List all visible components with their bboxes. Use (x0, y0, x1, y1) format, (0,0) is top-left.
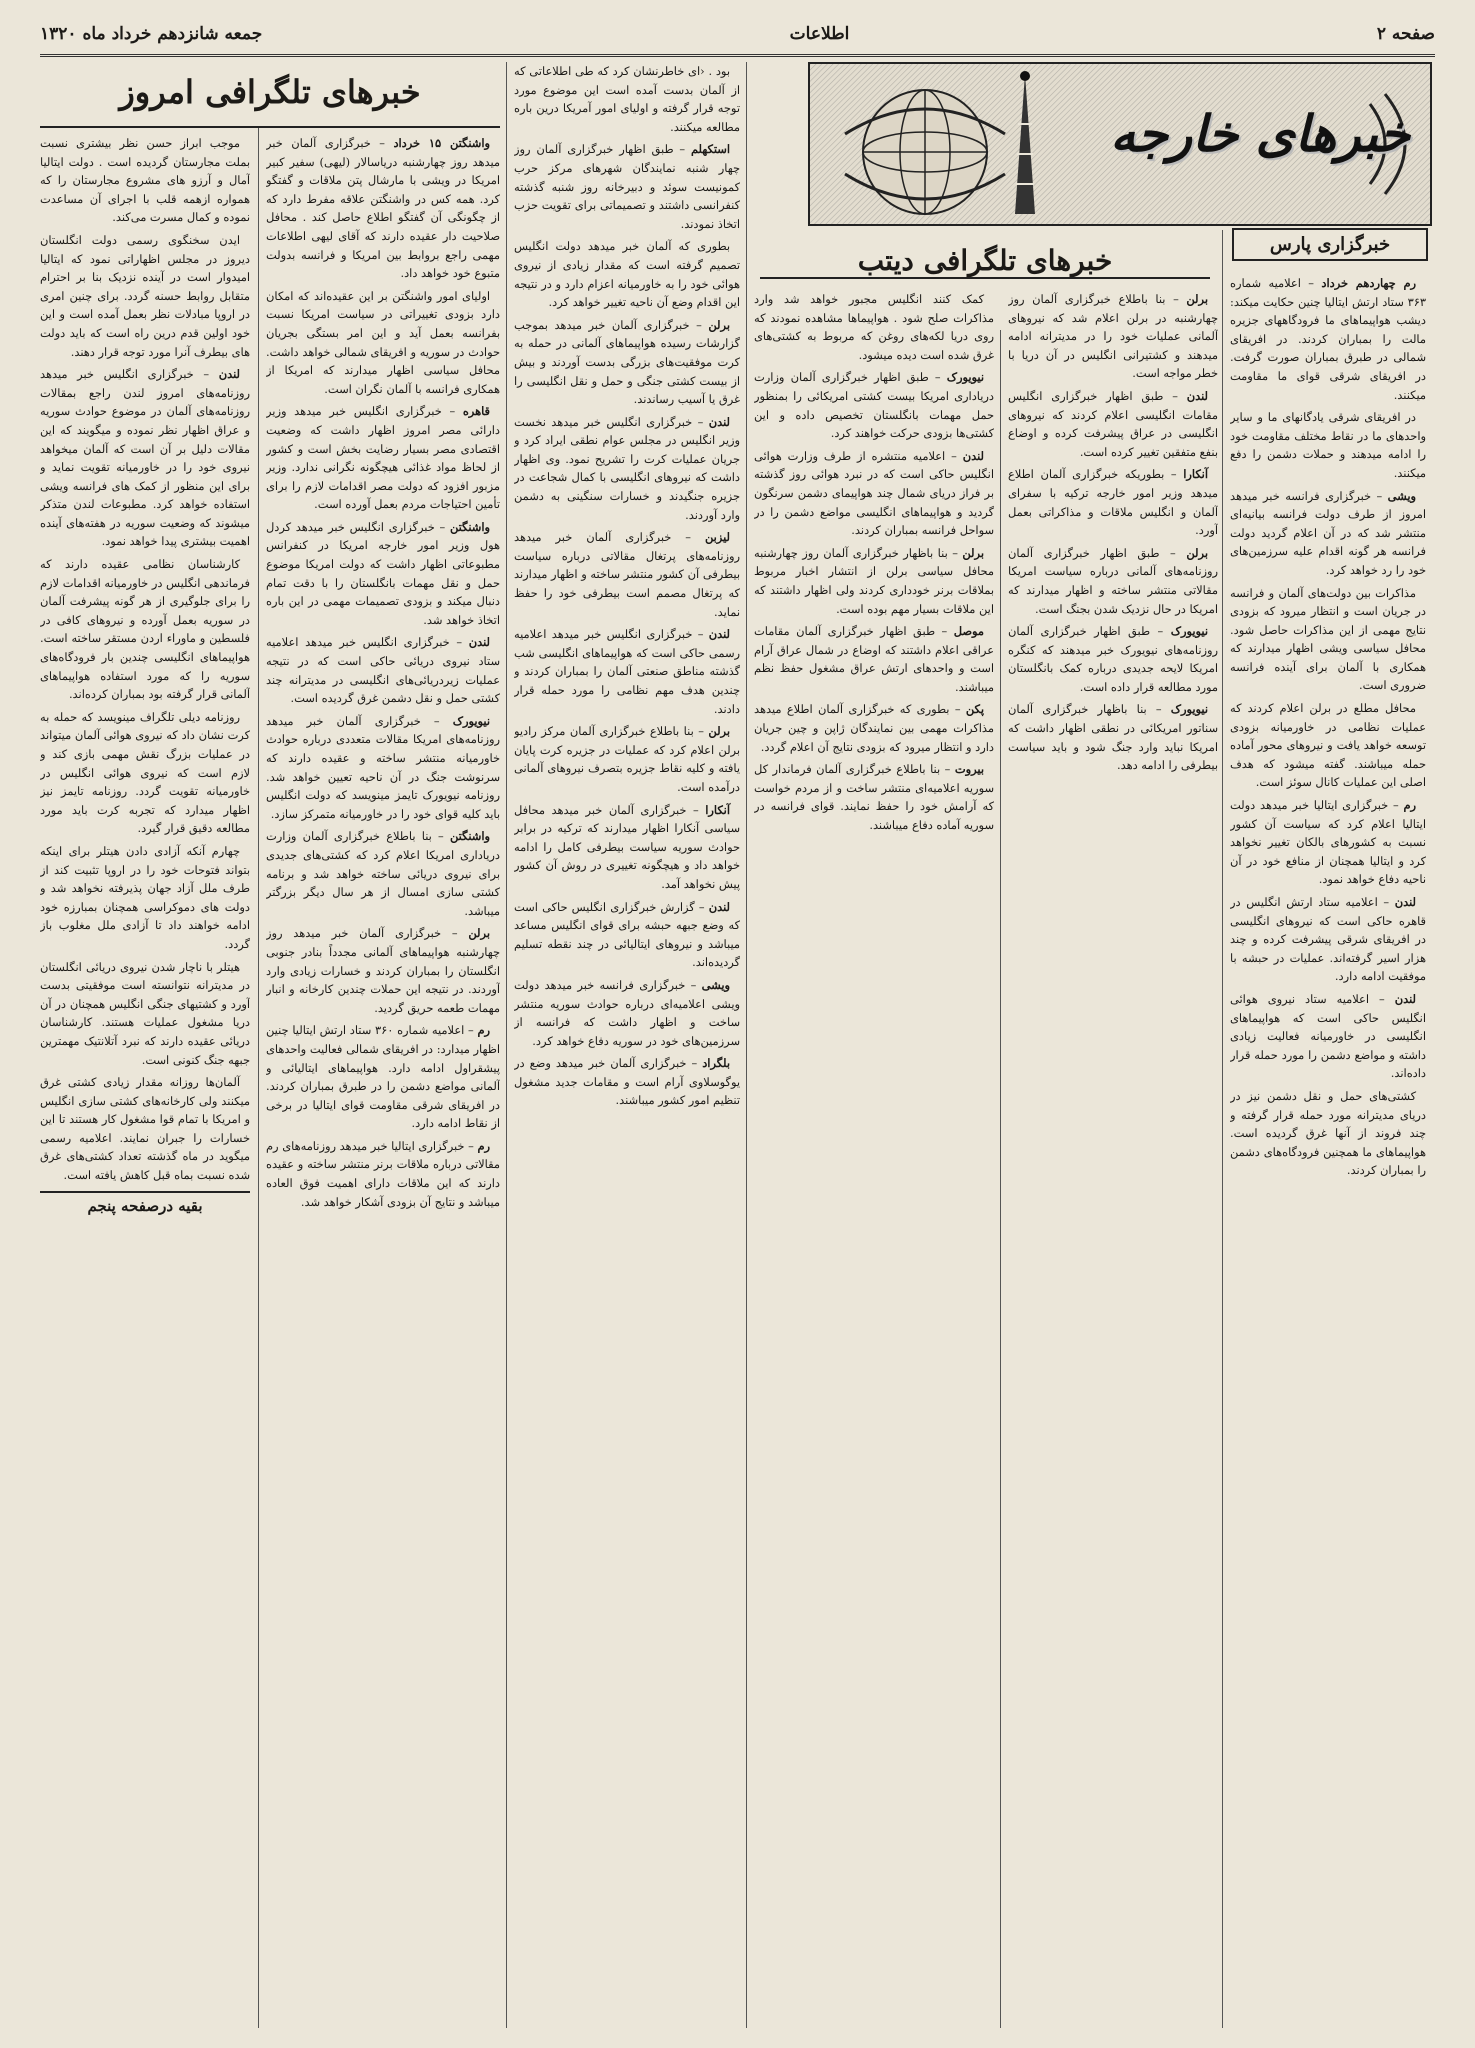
article-text: طبق اظهار خبرگزاری آلمان مقامات عراقی اعلام داشتند که اوضاع در شمال عراق آرام است و واحدهای ارتش عراق مشغول حفظ نظم میباشند. (754, 624, 994, 694)
article-dateline: لندن (708, 414, 731, 429)
article-text: کمک کنند انگلیس مجبور خواهد شد وارد مذاکرات صلح شود . هواپیماها مشاهده نمودند که روی دریا لکه‌های روغن که مربوط به کشتی‌های غرق شده است دیده میشود. (754, 292, 994, 362)
article-paragraph: لندن – خبرگزاری انگلیس خبر میدهد نخست وزیر انگلیس در مجلس عوام نطقی ایراد کرد و جریان عملیات کرت را تشریح نمود. وی اظهار داشت که نیروهای انگلیسی با کمال شجاعت در جزیره جنگیدند و خسارات سنگینی به دشمن وارد آوردند. (514, 414, 740, 522)
column-rule (1222, 230, 1223, 2028)
article-paragraph: لندن – خبرگزاری انگلیس خبر میدهد روزنامه‌های امروز لندن راجع بمقالات روزنامه‌های آلمان در موضوع حوادث سوریه و عراق اظهار نظر نموده و میگویند که این مقالات دلیل بر آن است که آلمان میخواهد نیروی خود را در خاورمیانه تقویت نماید و برای این منظور از کمک های فرانسه ویشی استفاده خواهد کرد. مطبوعات لندن متذکر میشوند که وضعیت سوریه در هفته‌های آینده اهمیت بیشتری پیدا خواهد نمود. (40, 367, 250, 549)
article-text: بطوری که آلمان خبر میدهد دولت انگلیس تصمیم گرفته است که مقدار زیادی از نیروی هوائی خود را به خاورمیانه اعزام دارد و در نتیجه این اقدام وضع آن ناحیه تغییر خواهد کرد. (514, 239, 740, 310)
article-paragraph: لندن – طبق اظهار خبرگزاری انگلیس مقامات انگلیسی اعلام کردند که نیروهای انگلیسی در عراق پیشرفت کرده و اوضاع بنفع متفقین تغییر کرده است. (1008, 388, 1218, 459)
column-rule (1000, 330, 1001, 2028)
article-text: خبرگزاری آلمان خبر میدهد محافل سیاسی آنکارا اظهار میدارند که ترکیه در برابر حوادث سوریه سیاست بیطرفی کامل را ادامه خواهد داد و هیچگونه تغییری در روش آن کشور پیش نخواهد آمد. (514, 802, 740, 891)
article-text: خبرگزاری انگلیس خبر میدهد اعلامیه ستاد نیروی دریائی حاکی است که در نتیجه عملیات زیردریائی‌های انگلیسی در مدیترانه چند کشتی حمل و نقل دشمن غرق گردیده است. (266, 635, 500, 706)
article-dateline: آنکارا (705, 802, 730, 817)
article-paragraph (266, 287, 500, 399)
article-text: بنا باطلاع خبرگزاری آلمان مرکز رادیو برلن اعلام کرد که عملیات در جزیره کرت پایان یافته و کلیه نقاط جزیره بتصرف نیروهای آلمانی درآمده است. (514, 724, 740, 794)
article-paragraph: بلگراد – خبرگزاری آلمان خبر میدهد وضع در یوگوسلاوی آرام است و مقامات جدید مشغول تنظیم امور کشور میباشند. (514, 1056, 740, 1108)
article-paragraph (754, 290, 994, 364)
column-rule (506, 62, 507, 2028)
article-paragraph: رم – خبرگزاری ایتالیا خبر میدهد روزنامه‌های رم مقالاتی درباره ملاقات برنر منتشر ساخته و عقیده دارند که این ملاقات دارای اهمیت فوق العاده میباشد و نتایج آن بزودی آشکار خواهد شد. (266, 1138, 500, 1209)
article-text: بود . ‹ای خاطرنشان کرد که طی اطلاعاتی که از آلمان بدست آمده است این موضوع مورد توجه قرار گرفته و اولیای امور آمریکا درین باره مطالعه میکنند. (514, 64, 740, 134)
article-text: اولیای امور واشنگتن بر این عقیده‌اند که امکان دارد بزودی تغییراتی در سیاست امریکا نسبت بفرانسه بعمل آید و این امر بستگی بجریان حوادث در سوریه و افریقای شمالی خواهد داشت. محافل سیاسی اظهار میدارند که امریکا از همکاری فرانسه با آلمان نگران است. (266, 288, 500, 396)
article-text: کارشناسان نظامی عقیده دارند که فرماندهی انگلیس در خاورمیانه اقدامات لازم را برای جلوگیری از هر گونه پیشرفت آلمان در سوریه بعمل آورده و نیروهای کافی در فلسطین و ماوراء اردن مستقر ساخته است. هواپیماهای انگلیسی چندین بار فرودگاه‌های سوریه را که مورد استفاده هواپیماهای آلمانی قرار گرفته بود بمباران کرده‌اند. (40, 557, 250, 702)
article-paragraph: برلن – طبق اظهار خبرگزاری آلمان روزنامه‌های آلمانی درباره سیاست امریکا مقالاتی منتشر ساخته و اظهار میدارند که امریکا در حال نزدیک شدن بجنگ است. (1008, 545, 1218, 616)
article-paragraph: آنکارا – خبرگزاری آلمان خبر میدهد محافل سیاسی آنکارا اظهار میدارند که ترکیه در برابر حوادث سوریه سیاست بیطرفی کامل را ادامه خواهد داد و هیچگونه تغییری در روش آن کشور پیش نخواهد آمد. (514, 802, 740, 891)
article-paragraph (1230, 584, 1426, 696)
column-4b-articles (1008, 290, 1218, 775)
article-text: خبرگزاری فرانسه خبر میدهد امروز از طرف دولت فرانسه بیانیه‌ای منتشر شد که در آن اعلام گردید دولت فرانسه هر گونه اقدام علیه سرزمین‌های خود را رد خواهد کرد. (1230, 488, 1426, 577)
article-paragraph: نیویورک – طبق اظهار خبرگزاری آلمان روزنامه‌های نیویورک خبر میدهند که کنگره امریکا لایحه جدیدی درباره کمک بانگلستان مورد مطالعه قرار داده است. (1008, 624, 1218, 694)
article-dateline: رم چهاردهم خرداد (1321, 276, 1417, 290)
article-text: خبرگزاری آلمان خبر میدهد روزنامه‌های امریکا مقالات متعددی درباره حوادث خاورمیانه منتشر ساخته و عقیده دارند که سرنوشت جنگ در آن ناحیه تعیین خواهد شد. روزنامه نیویورک تایمز مینویسد که دولت انگلیس باید کلیه قوای خود را در خاورمیانه متمرکز سازد. (266, 713, 500, 821)
article-text: اعلامیه شماره ۳۶۰ ستاد ارتش ایتالیا چنین اظهار میدارد: در افریقای شمالی فعالیت واحدهای پیشقراول ادامه دارد. هواپیماهای ایتالیائی و آلمانی مواضع دشمن را در طبرق بمباران کردند. در افریقای شرقی مقاومت قوای ایتالیا در برخی از نقاط ادامه دارد. (266, 1023, 500, 1131)
column-rule (746, 62, 747, 2028)
article-text: طبق اظهار خبرگزاری آلمان روزنامه‌های آلمانی درباره سیاست امریکا مقالاتی منتشر ساخته و اظهار میدارند که امریکا در حال نزدیک شدن بجنگ است. (1008, 545, 1218, 616)
article-text: چهارم آنکه آزادی دادن هیتلر برای اینکه بتواند فتوحات خود را در اروپا تثبیت کند از طرف ملل آزاد جهان پذیرفته نخواهد شد و دولت های دموکراسی همچنان بمبارزه خود ادامه خواهند داد تا آزادی ملل مغلوب باز گردد. (40, 843, 250, 951)
page-number: صفحه ۲ (1376, 24, 1435, 44)
article-paragraph: رم – اعلامیه شماره ۳۶۰ ستاد ارتش ایتالیا چنین اظهار میدارد: در افریقای شمالی فعالیت واحدهای پیشقراول ادامه دارد. هواپیماهای ایتالیائی و آلمانی مواضع دشمن را در طبرق بمباران کردند. در افریقای شرقی مقاومت قوای ایتالیا در برخی از نقاط ادامه دارد. (266, 1023, 500, 1131)
article-text: بنا باطلاع خبرگزاری آلمان فرماندار کل سوریه اعلامیه‌ای منتشر ساخت و از مردم خواست که آرامش خود را حفظ نمایند. قوای فرانسه در سوریه آماده دفاع میباشند. (754, 762, 994, 833)
article-paragraph (514, 62, 740, 136)
article-paragraph: آنکارا – بطوریکه خبرگزاری آلمان اطلاع میدهد وزیر امور خارجه ترکیه با سفرای آلمان و انگلیس ملاقات و مذاکراتی بعمل آورد. (1008, 467, 1218, 538)
article-paragraph: لندن – خبرگزاری انگلیس خبر میدهد اعلامیه ستاد نیروی دریائی حاکی است که در نتیجه عملیات زیردریائی‌های انگلیسی در مدیترانه چند کشتی حمل و نقل دشمن غرق گردیده است. (266, 635, 500, 706)
article-dateline: لیزبن (704, 530, 730, 545)
article-dateline: برلن (708, 724, 731, 739)
article-paragraph: واشنگتن – خبرگزاری انگلیس خبر میدهد کردل هول وزیر امور خارجه امریکا در کنفرانس مطبوعاتی اظهار داشت که دولت امریکا موضوع حمل و نقل مهمات بانگلستان را با دقت تمام دنبال میکند و بزودی تصمیمات مهمی در این باره اتخاذ خواهد شد. (266, 519, 500, 627)
article-text: خبرگزاری انگلیس خبر میدهد روزنامه‌های امروز لندن راجع بمقالات روزنامه‌های آلمان در موضوع حوادث سوریه و عراق اظهار نظر نموده و میگویند که این مقالات دلیل بر آن است که آلمان میخواهد نیروی خود را در خاورمیانه تقویت نماید و برای این منظور از کمک های فرانسه ویشی استفاده خواهد کرد. مطبوعات لندن متذکر میشوند که وضعیت سوریه در هفته‌های آینده اهمیت بیشتری پیدا خواهد نمود. (40, 367, 250, 549)
column-2-articles (266, 134, 500, 1211)
article-text: بنا باظهار خبرگزاری آلمان روز چهارشنبه محافل سیاسی برلن از انتشار اخبار مربوط بملاقات برنر خودداری کردند ولی اظهار داشتند که این ملاقات بسیار مهم بوده است. (754, 545, 994, 616)
article-text: خبرگزاری ایتالیا خبر میدهد روزنامه‌های رم مقالاتی درباره ملاقات برنر منتشر ساخته و عقیده دارند که این ملاقات دارای اهمیت فوق العاده میباشد و نتایج آن بزودی آشکار خواهد شد. (266, 1138, 500, 1209)
section-title-pars: خبرگزاری پارس (1232, 228, 1428, 261)
article-paragraph: لندن – گزارش خبرگزاری انگلیس حاکی است که وضع جبهه حبشه برای قوای انگلیس مساعد میباشد و نیروهای ایتالیائی در چند نقطه تسلیم گردیده‌اند. (514, 899, 740, 970)
article-paragraph (1230, 699, 1426, 792)
article-paragraph: نیویورک – طبق اظهار خبرگزاری آلمان وزارت دریاداری امریکا بیست کشتی امریکائی را بمنظور حمل مهمات بانگلستان تخصیص داده و این کشتی‌ها بزودی حرکت خواهند کرد. (754, 370, 994, 441)
article-dateline: لندن (1394, 895, 1416, 909)
article-paragraph: لندن – اعلامیه ستاد ارتش انگلیس در قاهره حاکی است که نیروهای انگلیسی در افریقای شرقی پیشرفت کرده و چند هزار اسیر گرفته‌اند. عملیات در حبشه با موفقیت ادامه دارد. (1230, 895, 1426, 984)
article-paragraph (514, 237, 740, 311)
article-text: اعلامیه شماره ۳۶۳ ستاد ارتش ایتالیا چنین حکایت میکند: دیشب هواپیماهای ما فرودگاههای جزیره مالت را بمباران کردند. در افریقای شمالی در طبرق بمباران صورت گرفت. در افریقای شرقی قوای ما مقاومت میکنند. (1230, 276, 1426, 402)
article-text: مذاکرات بین دولت‌های آلمان و فرانسه در جریان است و انتظار میرود که بزودی نتایج مهمی از این مذاکرات حاصل شود. محافل سیاسی ویشی اظهار میدارند که همکاری با آلمان برای آینده فرانسه ضروری است. (1230, 585, 1426, 693)
article-dateline: لندن (468, 635, 490, 650)
article-dateline: نیویورک (1170, 702, 1209, 717)
article-text: بنا باطلاع خبرگزاری آلمان وزارت دریاداری امریکا اعلام کرد که کشتی‌های جدیدی برای نیروی دریائی ساخته خواهد شد و برنامه کشتی سازی امسال از هر سال دیگر بزرگتر میباشد. (266, 829, 500, 918)
article-text: روزنامه دیلی تلگراف مینویسد که حمله به کرت نشان داد که نیروی هوائی آلمان میتواند در عملیات بزرگ نقش مهمی بازی کند و لازم است که نیروی هوائی انگلیس در خاورمیانه تقویت گردد. روزنامه تایمز نیز اظهار میدارد که تجربه کرت باید مورد مطالعه دقیق قرار گیرد. (40, 709, 250, 836)
article-paragraph: قاهره – خبرگزاری انگلیس خبر میدهد وزیر دارائی مصر امروز اظهار داشت که وضعیت اقتصادی مصر بسیار رضایت بخش است و کشور از لحاظ مواد غذائی هیچگونه نگرانی ندارد. وزیر مزبور افزود که دولت مصر اقدامات لازم را برای تأمین احتیاجات مردم بعمل آورده است. (266, 404, 500, 512)
article-text: محافل مطلع در برلن اعلام کردند که عملیات نظامی در خاورمیانه بزودی توسعه خواهد یافت و نیروهای محور آماده حمله میباشند. گفته میشود که هدف اصلی این عملیات کانال سوئز است. (1230, 701, 1426, 790)
article-text: هیتلر با ناچار شدن نیروی دریائی انگلستان در مدیترانه نتوانسته است موفقیتی بدست آورد و کشتیهای جنگی انگلیس همچنان در آن دریا مشغول عملیات هستند. کارشناسان دریائی عقیده دارند که نبرد آتلانتیک مهمترین جبهه جنگ کنونی است. (40, 959, 250, 1067)
article-text: طبق اظهار خبرگزاری آلمان روز چهار شنبه نمایندگان شهرهای مرکز حرب کمونیست سوئد و دبیرخانه روز شنبه گذشته کنفرانسی داشتند و تصمیماتی برای تقویت حزب اتخاذ نمودند. (514, 142, 740, 231)
article-paragraph: لندن – اعلامیه ستاد نیروی هوائی انگلیس حاکی است که هواپیماهای انگلیسی در خاورمیانه فعالیت زیادی داشته و مواضع دشمن را مورد حمله قرار داده‌اند. (1230, 991, 1426, 1081)
article-text: در افریقای شرقی یادگانهای ما و سایر واحدهای ما در نقاط مختلف مقاومت خود را ادامه میدهند و حملات دشمن را دفع میکنند. (1230, 410, 1426, 480)
article-dateline: ویشی (701, 977, 730, 992)
article-dateline: نیویورک (946, 370, 984, 385)
article-text: خبرگزاری آلمان خبر میدهد بموجب گزارشات رسیده هواپیماهای آلمانی در حمله به کرت موفقیت‌های بزرگی بدست آوردند و بیش از بیست کشتی جنگی و حمل و نقل انگلیسی را غرق یا آسیب رساندند. (514, 317, 740, 407)
masthead-title: خبرهای خارجه (1110, 104, 1410, 163)
article-dateline: لندن (1394, 991, 1416, 1006)
column-1-body (40, 134, 250, 2028)
article-dateline: رم (1403, 798, 1416, 813)
article-dateline: برلن (1186, 545, 1208, 560)
article-text: آلمان‌ها روزانه مقدار زیادی کشتی غرق میکنند ولی کارخانه‌های کشتی سازی انگلیس و امریکا با تمام قوا مشغول کار هستند تا این خسارات را جبران نمایند. اعلامیه رسمی میگوید در ماه گذشته تعداد کشتی‌های غرق شده نسبت بماه قبل کاهش یافته است. (40, 1075, 250, 1183)
column-3 (514, 62, 740, 2028)
article-paragraph: برلن – بنا باطلاع خبرگزاری آلمان مرکز رادیو برلن اعلام کرد که عملیات در جزیره کرت پایان یافته و کلیه نقاط جزیره بتصرف نیروهای آلمانی درآمده است. (514, 724, 740, 794)
article-paragraph: ویشی – خبرگزاری فرانسه خبر میدهد دولت ویشی اعلامیه‌ای درباره حوادث سوریه منتشر ساخت و اظهار داشت که فرانسه از سرزمین‌های خود در سوریه دفاع خواهد کرد. (514, 977, 740, 1048)
article-paragraph (1230, 408, 1426, 482)
section-title-dnb: خبرهای تلگرافی دیتب (760, 244, 1210, 279)
article-dateline: لندن (708, 627, 731, 642)
article-paragraph: لندن – خبرگزاری انگلیس خبر میدهد اعلامیه رسمی حاکی است که هواپیماهای انگلیسی شب گذشته مناطق صنعتی آلمان را بمباران کردند و چندین هدف مهم نظامی را مورد حمله قرار دادند. (514, 627, 740, 716)
article-dateline: لندن (218, 367, 240, 382)
article-text: اعلامیه منتشره از طرف وزارت هوائی انگلیس حاکی است که در نبرد هوائی روز گذشته بر فراز دریای شمال چند هواپیمای دشمن سرنگون گردید و هواپیماهای انگلیسی مواضع دشمن را در سواحل فرانسه بمباران کردند. (754, 448, 994, 538)
article-text: ایدن سخنگوی رسمی دولت انگلستان دیروز در مجلس اظهاراتی نمود که ایتالیا امیدوار است در آینده نزدیک بنا بر احترام متقابل روابط حسنه گردد. برای چنین امری در اروپا مبادلات نظر بعمل آمده است و این خود اولین قدم درین راه است که باید دولت های بیطرف آنرا مورد توجه قرار دهند. (40, 232, 250, 359)
article-text: بنا باطلاع خبرگزاری آلمان روز چهارشنبه در برلن اعلام شد که نیروهای آلمانی عملیات خود را در مدیترانه ادامه میدهند و کشتیرانی انگلیس در آن دریا با خطر مواجه است. (1008, 292, 1218, 381)
article-text: بطوری که خبرگزاری آلمان اطلاع میدهد مذاکرات مهمی بین نمایندگان ژاپن و چین جریان دارد و انتظار میرود که بزودی نتایج آن اعلام گردد. (754, 702, 994, 754)
paper-name: اطلاعات (789, 24, 850, 44)
article-paragraph: نیویورک – بنا باظهار خبرگزاری آلمان سناتور امریکائی در نطقی اظهار داشت که امریکا نباید وارد جنگ شود و باید سیاست بیطرفی را ادامه دهد. (1008, 702, 1218, 773)
article-dateline: برلن (468, 926, 490, 941)
article-paragraph: موصل – طبق اظهار خبرگزاری آلمان مقامات عراقی اعلام داشتند که اوضاع در شمال عراق آرام است و واحدهای ارتش عراق مشغول حفظ نظم میباشند. (754, 624, 994, 694)
article-text: اعلامیه ستاد ارتش انگلیس در قاهره حاکی است که نیروهای انگلیسی در افریقای شرقی پیشرفت کرده و چند هزار اسیر گرفته‌اند. عملیات در حبشه با موفقیت ادامه دارد. (1230, 895, 1426, 984)
article-paragraph: نیویورک – خبرگزاری آلمان خبر میدهد روزنامه‌های امریکا مقالات متعددی درباره حوادث خاورمیانه منتشر ساخته و عقیده دارند که سرنوشت جنگ در آن ناحیه تعیین خواهد شد. روزنامه نیویورک تایمز مینویسد که دولت انگلیس باید کلیه قوای خود را در خاورمیانه متمرکز سازد. (266, 713, 500, 821)
article-paragraph: استکهلم – طبق اظهار خبرگزاری آلمان روز چهار شنبه نمایندگان شهرهای مرکز حرب کمونیست سوئد و دبیرخانه روز شنبه گذشته کنفرانسی داشتند و تصمیماتی برای تقویت حزب اتخاذ نمودند. (514, 142, 740, 231)
headline-telegraph-today: خبرهای تلگرافی امروز (40, 62, 500, 128)
article-dateline: برلن (708, 317, 730, 332)
article-paragraph: برلن – خبرگزاری آلمان خبر میدهد روز چهارشنبه هواپیماهای آلمانی مجدداً بنادر جنوبی انگلستان را بمباران کردند و خسارات زیادی وارد آوردند. در نتیجه این حملات چندین کارخانه و انبار مهمات طعمه حریق گردید. (266, 926, 500, 1015)
article-dateline: لندن (1186, 388, 1209, 403)
article-text: گزارش خبرگزاری انگلیس حاکی است که وضع جبهه حبشه برای قوای انگلیس مساعد میباشد و نیروهای ایتالیائی در چند نقطه تسلیم گردیده‌اند. (514, 899, 740, 970)
column-5-articles (1230, 274, 1426, 1180)
column-2 (266, 134, 500, 2028)
article-dateline: موصل (953, 624, 984, 639)
column-4 (754, 290, 994, 2028)
article-text: خبرگزاری انگلیس خبر میدهد کردل هول وزیر امور خارجه امریکا در کنفرانس مطبوعاتی اظهار داشت که دولت امریکا موضوع حمل و نقل مهمات بانگلستان را با دقت تمام دنبال میکند و بزودی تصمیمات مهمی در این باره اتخاذ خواهد شد. (266, 519, 500, 627)
article-dateline: نیویورک (452, 713, 490, 728)
article-dateline: برلن (962, 545, 984, 560)
article-dateline: ویشی (1387, 488, 1416, 503)
article-text: خبرگزاری آلمان خبر میدهد روزنامه‌های پرتغال مقالاتی درباره سیاست بیطرفی آن کشور منتشر ساخته و اظهار میدارند که پرتغال مصمم است بیطرفی خود را حفظ نماید. (514, 530, 740, 619)
article-text: خبرگزاری آلمان خبر میدهد وضع در یوگوسلاوی آرام است و مقامات جدید مشغول تنظیم امور کشور میباشند. (514, 1056, 740, 1108)
column-4-articles (754, 290, 994, 835)
article-dateline: لندن (708, 899, 731, 914)
article-text: خبرگزاری انگلیس خبر میدهد وزیر دارائی مصر امروز اظهار داشت که وضعیت اقتصادی مصر بسیار رضایت بخش است و کشور از لحاظ مواد غذائی هیچگونه نگرانی ندارد. وزیر مزبور افزود که دولت مصر اقدامات لازم را برای تأمین احتیاجات مردم بعمل آورده است. (266, 404, 500, 512)
article-dateline: برلن (1186, 292, 1208, 306)
article-text: بنا باظهار خبرگزاری آلمان سناتور امریکائی در نطقی اظهار داشت که امریکا نباید وارد جنگ شود و باید سیاست بیطرفی را ادامه دهد. (1008, 702, 1218, 773)
continued-note: بقیه درصفحه پنجم (40, 1191, 250, 1216)
article-paragraph: برلن – خبرگزاری آلمان خبر میدهد بموجب گزارشات رسیده هواپیماهای آلمانی در حمله به کرت موفقیت‌های بزرگی بدست آوردند و بیش از بیست کشتی جنگی و حمل و نقل انگلیسی را غرق یا آسیب رساندند. (514, 317, 740, 407)
column-4b (1008, 290, 1218, 2028)
article-dateline: رم (477, 1023, 491, 1038)
column-3-articles (514, 62, 740, 1110)
article-paragraph: واشنگتن – بنا باطلاع خبرگزاری آلمان وزارت دریاداری امریکا اعلام کرد که کشتی‌های جدیدی برای نیروی دریائی ساخته خواهد شد و برنامه کشتی سازی امسال از هر سال دیگر بزرگتر میباشد. (266, 829, 500, 918)
article-text: خبرگزاری آلمان خبر میدهد روز چهارشنبه هواپیماهای آلمانی مجدداً بنادر جنوبی انگلستان را بمباران کردند و خسارات زیادی وارد آوردند. در نتیجه این حملات چندین کارخانه و انبار مهمات طعمه حریق گردید. (266, 926, 500, 1015)
article-text: کشتی‌های حمل و نقل دشمن نیز در دریای مدیترانه مورد حمله قرار گرفته و چند فروند از آنها غرق گردیده است. هواپیماهای ما همچنین فرودگاه‌های دشمن را بمباران کردند. (1230, 1088, 1426, 1178)
article-paragraph: رم – خبرگزاری ایتالیا خبر میدهد دولت ایتالیا اعلام کرد که سیاست آن کشور نسبت به کشورهای بالکان تغییر نخواهد کرد و ایتالیا همچنان از منافع خود در آن ناحیه دفاع خواهد نمود. (1230, 798, 1426, 887)
article-text: طبق اظهار خبرگزاری آلمان وزارت دریاداری امریکا بیست کشتی امریکائی را بمنظور حمل مهمات بانگلستان تخصیص داده و این کشتی‌ها بزودی حرکت خواهند کرد. (754, 370, 994, 441)
article-dateline: بیروت (954, 762, 984, 777)
article-dateline: نیویورک (1170, 624, 1208, 639)
article-paragraph: ویشی – خبرگزاری فرانسه خبر میدهد امروز از طرف دولت فرانسه بیانیه‌ای منتشر شد که در آن اعلام گردید دولت فرانسه هر گونه اقدام علیه سرزمین‌های خود را رد خواهد کرد. (1230, 488, 1426, 577)
article-paragraph: برلن – بنا باظهار خبرگزاری آلمان روز چهارشنبه محافل سیاسی برلن از انتشار اخبار مربوط بملاقات برنر خودداری کردند ولی اظهار داشتند که این ملاقات بسیار مهم بوده است. (754, 545, 994, 616)
article-text: طبق اظهار خبرگزاری آلمان روزنامه‌های نیویورک خبر میدهند که کنگره امریکا لایحه جدیدی درباره کمک بانگلستان مورد مطالعه قرار داده است. (1008, 624, 1218, 694)
column-5 (1230, 274, 1426, 2028)
article-paragraph: برلن – بنا باطلاع خبرگزاری آلمان روز چهارشنبه در برلن اعلام شد که نیروهای آلمانی عملیات خود را در مدیترانه ادامه میدهند و کشتیرانی انگلیس در آن دریا با خطر مواجه است. (1008, 292, 1218, 381)
article-text: خبرگزاری آلمان خبر میدهد روز چهارشنبه دریاسالار (لیهی) سفیر کبیر امریکا در ویشی با مارشال پتن ملاقات و گفتگو کرد. همه کس در واشنگتن علاقه مفرط دارد که از چگونگی آن گفتگو اطلاع حاصل کند . محافل صلاحیت دار عقیده دارند که آقای لیهی اطلاعات مهمی راجع بروابط بین امریکا و فرانسه بدولت متبوع خود خواهد داد. (266, 136, 500, 281)
article-text: خبرگزاری ایتالیا خبر میدهد دولت ایتالیا اعلام کرد که سیاست آن کشور نسبت به کشورهای بالکان تغییر نخواهد کرد و ایتالیا همچنان از منافع خود در آن ناحیه دفاع خواهد نمود. (1230, 798, 1426, 887)
article-text: خبرگزاری انگلیس خبر میدهد نخست وزیر انگلیس در مجلس عوام نطقی ایراد کرد و جریان عملیات کرت را تشریح نمود. وی اظهار داشت که نیروهای انگلیسی با کمال شجاعت در جزیره جنگیدند و خسارات سنگینی به دشمن وارد آوردند. (514, 414, 740, 522)
article-paragraph: رم چهاردهم خرداد – اعلامیه شماره ۳۶۳ ستاد ارتش ایتالیا چنین حکایت میکند: دیشب هواپیماهای ما فرودگاههای جزیره مالت را بمباران کردند. در افریقای شمالی در طبرق بمباران صورت گرفت. در افریقای شرقی قوای ما مقاومت میکنند. (1230, 276, 1426, 402)
article-paragraph: لندن – اعلامیه منتشره از طرف وزارت هوائی انگلیس حاکی است که در نبرد هوائی روز گذشته بر فراز دریای شمال چند هواپیمای دشمن سرنگون گردید و هواپیماهای انگلیسی مواضع دشمن را در سواحل فرانسه بمباران کردند. (754, 448, 994, 538)
article-text: طبق اظهار خبرگزاری انگلیس مقامات انگلیسی اعلام کردند که نیروهای انگلیسی در عراق پیشرفت کرده و اوضاع بنفع متفقین تغییر کرده است. (1008, 388, 1218, 459)
article-paragraph: لیزبن – خبرگزاری آلمان خبر میدهد روزنامه‌های پرتغال مقالاتی درباره سیاست بیطرفی آن کشور منتشر ساخته و اظهار میدارند که پرتغال مصمم است بیطرفی خود را حفظ نماید. (514, 530, 740, 619)
article-dateline: واشنگتن (449, 829, 490, 844)
article-text: خبرگزاری انگلیس خبر میدهد اعلامیه رسمی حاکی است که هواپیماهای انگلیسی شب گذشته مناطق صنعتی آلمان را بمباران کردند و چندین هدف مهم نظامی را مورد حمله قرار دادند. (514, 627, 740, 716)
article-paragraph: پکن – بطوری که خبرگزاری آلمان اطلاع میدهد مذاکرات مهمی بین نمایندگان ژاپن و چین جریان دارد و انتظار میرود که بزودی نتایج آن اعلام گردد. (754, 702, 994, 754)
article-paragraph: بیروت – بنا باطلاع خبرگزاری آلمان فرماندار کل سوریه اعلامیه‌ای منتشر ساخت و از مردم خواست که آرامش خود را حفظ نمایند. قوای فرانسه در سوریه آماده دفاع میباشند. (754, 762, 994, 833)
article-dateline: پکن (965, 702, 984, 717)
issue-date: جمعه شانزدهم خرداد ماه ۱۳۲۰ (40, 24, 263, 44)
article-dateline: لندن (962, 448, 984, 463)
article-dateline: بلگراد (702, 1056, 730, 1071)
article-paragraph: واشنگتن ۱۵ خرداد – خبرگزاری آلمان خبر میدهد روز چهارشنبه دریاسالار (لیهی) سفیر کبیر امریکا در ویشی با مارشال پتن ملاقات و گفتگو کرد. همه کس در واشنگتن علاقه مفرط دارد که از چگونگی آن گفتگو اطلاع حاصل کند . محافل صلاحیت دار عقیده دارند که آقای لیهی اطلاعات مهمی راجع بروابط بین امریکا و فرانسه بدولت متبوع خود خواهد داد. (266, 136, 500, 281)
page-header (40, 14, 1435, 57)
article-dateline: رم (477, 1138, 490, 1153)
article-text: بطوریکه خبرگزاری آلمان اطلاع میدهد وزیر امور خارجه ترکیه با سفرای آلمان و انگلیس ملاقات و مذاکراتی بعمل آورد. (1008, 467, 1218, 538)
article-text: خبرگزاری فرانسه خبر میدهد دولت ویشی اعلامیه‌ای درباره حوادث سوریه منتشر ساخت و اظهار داشت که فرانسه از سرزمین‌های خود در سوریه دفاع خواهد کرد. (514, 977, 740, 1048)
article-dateline: استکهلم (690, 142, 730, 157)
article-dateline: واشنگتن (449, 519, 490, 534)
article-dateline: قاهره (462, 404, 490, 419)
article-text: اعلامیه ستاد نیروی هوائی انگلیس حاکی است که هواپیماهای انگلیسی در خاورمیانه فعالیت زیادی داشته و مواضع دشمن را مورد حمله قرار داده‌اند. (1230, 991, 1426, 1081)
article-paragraph (1230, 1087, 1426, 1180)
article-dateline: واشنگتن ۱۵ خرداد (393, 136, 490, 150)
article-dateline: آنکارا (1183, 467, 1208, 482)
article-text: موجب ابراز حسن نظر بیشتری نسبت بملت مجارستان گردیده است . دولت ایتالیا آمال و آرزو های مشروع مجارستان را که همواره ازهمه قلب با اجرای آن مساعدت نموده و کمال مسرت می‌کند. (40, 136, 250, 225)
foreign-news-masthead (808, 62, 1432, 226)
column-rule (258, 62, 259, 2028)
